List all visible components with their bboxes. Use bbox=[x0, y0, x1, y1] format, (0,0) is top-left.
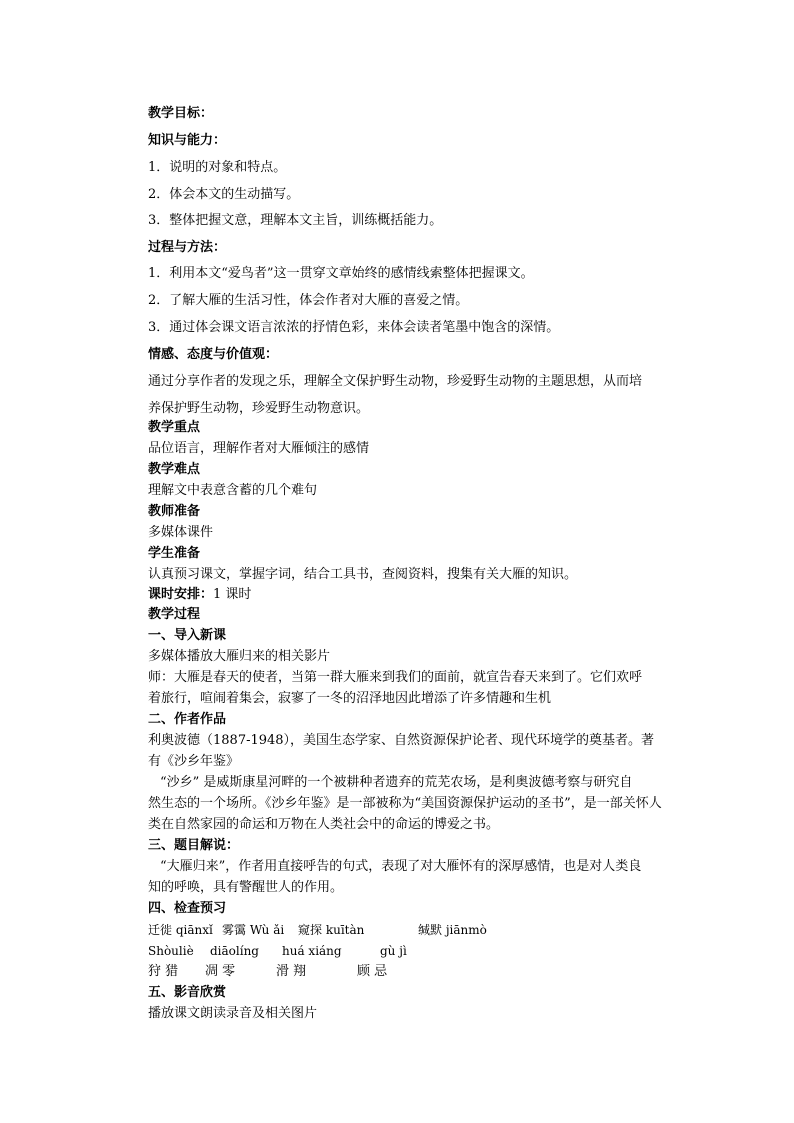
section-heading: 四、检查预习 bbox=[148, 901, 227, 916]
difficulty-text: 理解文中表意含蓄的几个难句 bbox=[148, 483, 318, 498]
vocab-item: 迁徙 qiānxǐ bbox=[148, 923, 213, 937]
process-heading: 过程与方法： bbox=[148, 240, 227, 255]
process-item: 2．了解大雁的生活习性，体会作者对大雁的喜爱之情。 bbox=[148, 293, 469, 308]
section-line: “沙乡” 是威斯康星河畔的一个被耕种者遗弃的荒芜农场，是利奥波德考察与研究自 bbox=[160, 775, 633, 790]
knowledge-heading: 知识与能力： bbox=[148, 133, 227, 148]
vocab-word: 凋 零 bbox=[205, 964, 236, 979]
vocab-word: 狩 猎 bbox=[148, 964, 179, 979]
vocab-item: 窥探 kuītàn bbox=[298, 923, 365, 937]
vocab-pinyin: diāolíng bbox=[210, 944, 259, 958]
objectives-heading: 教学目标： bbox=[148, 106, 214, 121]
vocab-word: 滑 翔 bbox=[276, 964, 307, 979]
section-line: 有《沙乡年鉴》 bbox=[148, 754, 240, 769]
schedule-line bbox=[148, 587, 251, 603]
vocab-pinyin: Shòuliè bbox=[148, 944, 194, 958]
section-line: 多媒体播放大雁归来的相关影片 bbox=[148, 649, 331, 664]
section-line: 知的呼唤，具有警醒世人的作用。 bbox=[148, 880, 344, 895]
section-line: 然生态的一个场所。《沙乡年鉴》是一部被称为“美国资源保护运动的圣书”，是一部关怀人 bbox=[148, 796, 662, 811]
process-item: 3．通过体会课文语言浓浓的抒情色彩，来体会读者笔墨中饱含的深情。 bbox=[148, 320, 560, 335]
vocab-item: 雾霭 Wù ǎi bbox=[222, 923, 285, 937]
vocab-word: 顾 忌 bbox=[357, 964, 388, 979]
section-line: 利奥波德（1887-1948），美国生态学家、自然资源保护论者、现代环境学的奠基者。著 bbox=[148, 733, 655, 748]
section-heading: 三、题目解说： bbox=[148, 838, 240, 853]
process-item: 1．利用本文“爱鸟者”这一贯穿文章始终的感情线索整体把握课文。 bbox=[148, 266, 534, 281]
student-prep-heading: 学生准备 bbox=[148, 546, 201, 561]
section-line: “大雁归来”，作者用直接呼告的句式，表现了对大雁怀有的深厚感情，也是对人类良 bbox=[160, 859, 642, 874]
key-text: 品位语言，理解作者对大雁倾注的感情 bbox=[148, 441, 370, 456]
knowledge-item: 2．体会本文的生动描写。 bbox=[148, 187, 300, 202]
schedule-value: 1 课时 bbox=[213, 587, 252, 602]
emotion-line: 养保护野生动物，珍爱野生动物意识。 bbox=[148, 401, 370, 416]
section-heading: 五、影音欣赏 bbox=[148, 985, 227, 1000]
schedule-label: 课时安排： bbox=[148, 587, 214, 602]
vocab-pinyin: huá xiáng bbox=[282, 944, 342, 958]
process-title: 教学过程 bbox=[148, 607, 201, 622]
knowledge-item: 3．整体把握文意，理解本文主旨，训练概括能力。 bbox=[148, 213, 443, 228]
section-line: 播放课文朗读录音及相关图片 bbox=[148, 1006, 318, 1021]
emotion-heading: 情感、态度与价值观： bbox=[148, 347, 279, 362]
vocab-item: 缄默 jiānmò bbox=[418, 923, 487, 937]
section-heading: 二、作者作品 bbox=[148, 712, 227, 727]
section-line: 类在自然家园的命运和万物在人类社会中的命运的博爱之书。 bbox=[148, 817, 500, 832]
knowledge-item: 1．说明的对象和特点。 bbox=[148, 160, 287, 175]
section-heading: 一、导入新课 bbox=[148, 628, 227, 643]
student-prep-text: 认真预习课文，掌握字词，结合工具书，查阅资料，搜集有关大雁的知识。 bbox=[148, 567, 578, 582]
teacher-prep-heading: 教师准备 bbox=[148, 504, 201, 519]
key-heading: 教学重点 bbox=[148, 420, 201, 435]
section-line: 着旅行，喧闹着集会，寂寥了一冬的沼泽地因此增添了许多情趣和生机 bbox=[148, 691, 552, 706]
section-line: 师：大雁是春天的使者，当第一群大雁来到我们的面前，就宣告春天来到了。它们欢呼 bbox=[148, 670, 643, 685]
difficulty-heading: 教学难点 bbox=[148, 462, 201, 477]
vocab-pinyin: gù jì bbox=[380, 944, 407, 958]
emotion-line: 通过分享作者的发现之乐，理解全文保护野生动物，珍爱野生动物的主题思想，从而培 bbox=[148, 374, 643, 389]
teacher-prep-text: 多媒体课件 bbox=[148, 525, 214, 540]
